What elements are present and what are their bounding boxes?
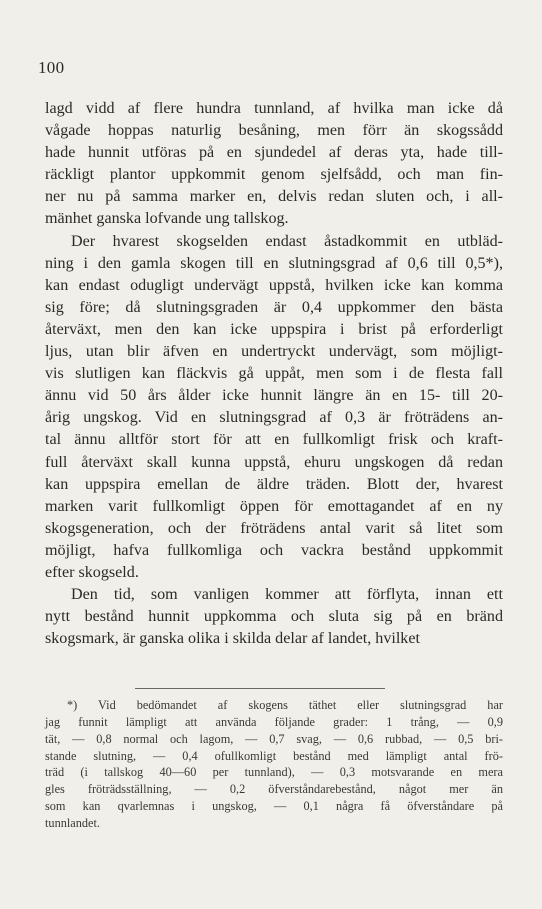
footnote-line: gles fröträdsställning, — 0,2 öfverståndarebestånd, något mer än xyxy=(45,782,503,797)
footnote-line: stande slutning, — 0,4 ofullkomligt bestånd med lämpligt antal frö- xyxy=(45,748,503,763)
text-line: hade hunnit utföras på en sjundedel af deras yta, hade till- xyxy=(45,144,503,162)
text-line: Der hvarest skogselden endast åstadkommit en utbläd- xyxy=(71,232,503,250)
text-line: mänhet ganska lofvande ung tallskog. xyxy=(45,210,289,228)
text-line: årig ungskog. Vid en slutningsgrad af 0,3 är fröträdens an- xyxy=(45,409,503,427)
text-line: kan uppspira emellan de äldre träden. Blott der, hvarest xyxy=(45,475,503,493)
text-line: återväxt, men den kan icke uppspira i brist på erforderligt xyxy=(45,320,503,338)
footnote xyxy=(45,697,503,832)
text-line: skogsgeneration, och der fröträdens antal varit så litet som xyxy=(45,519,503,537)
text-line: sig före; då slutningsgraden är 0,4 uppkommer den bästa xyxy=(45,298,503,316)
paragraph xyxy=(45,584,503,650)
paragraph xyxy=(45,231,503,585)
text-line: tal ännu alltför stort för att en fullkomligt frisk och kraft- xyxy=(45,431,503,449)
paragraph xyxy=(45,98,503,231)
text-line: skogsmark, är ganska olika i skilda delar af landet, hvilket xyxy=(45,630,420,648)
body-text xyxy=(45,98,503,650)
text-line: lagd vidd af flere hundra tunnland, af hvilka man icke då xyxy=(45,100,503,117)
text-line: vågade hoppas naturlig besåning, men förr än skogssådd xyxy=(45,122,503,140)
footnote-divider xyxy=(135,688,385,689)
text-line: full återväxt skall kunna uppstå, ehuru ungskogen då redan xyxy=(45,453,503,471)
text-line: ner nu på samma marker en, delvis redan sluten och, i all- xyxy=(45,188,503,206)
footnote-line: jag funnit lämpligt att använda följande grader: 1 trång, — 0,9 xyxy=(45,714,503,729)
text-line: ning i den gamla skogen till en slutningsgrad af 0,6 till 0,5*), xyxy=(45,254,503,272)
text-line: Den tid, som vanligen kommer att förflyta, innan ett xyxy=(71,586,503,604)
text-line: ännu vid 50 års ålder icke hunnit längre än en 15- till 20- xyxy=(45,387,503,405)
footnote-line: träd (i tallskog 40—60 per tunnland), — 0,3 motsvarande en mera xyxy=(45,765,503,780)
text-line: marken varit fullkomligt öppen för emottagandet af en ny xyxy=(45,497,503,515)
footnote-line: tunnlandet. xyxy=(45,815,100,830)
text-line: räckligt plantor uppkommit genom sjelfsådd, och man fin- xyxy=(45,166,503,184)
text-line: ljus, utan blir äfven en undertryckt undervägt, som möjligt- xyxy=(45,343,503,361)
footnote-line: *) Vid bedömandet af skogens täthet eller slutningsgrad har xyxy=(67,698,503,712)
text-line: vis slutligen kan fläckvis gå uppåt, men som i de flesta fall xyxy=(45,365,503,383)
text-line: kan endast odugligt undervägt uppstå, hvilken icke kan komma xyxy=(45,276,503,294)
footnote-line: som kan qvarlemnas i ungskog, — 0,1 några få öfverståndare på xyxy=(45,799,503,814)
text-line: efter skogseld. xyxy=(45,563,139,581)
text-line: nytt bestånd hunnit uppkomma och sluta sig på en bränd xyxy=(45,608,503,626)
footnote-line: tät, — 0,8 normal och lagom, — 0,7 svag, — 0,6 rubbad, — 0,5 bri- xyxy=(45,731,503,746)
text-line: möjligt, hafva fullkomliga och vackra bestånd uppkommit xyxy=(45,541,503,559)
page-number: 100 xyxy=(38,58,65,77)
